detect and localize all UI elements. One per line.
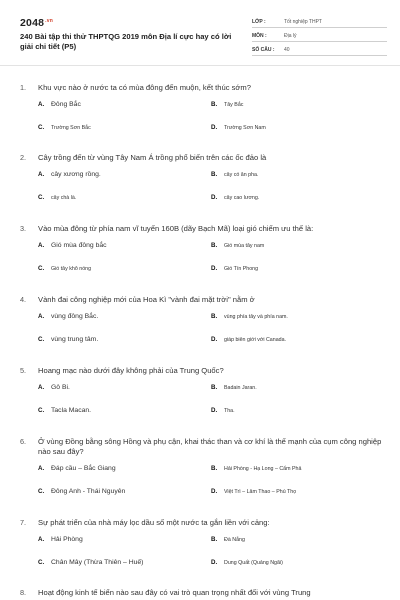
meta-subject-value: Địa lý — [284, 33, 297, 39]
option-label: C. — [38, 407, 45, 414]
option-text: Chân Mây (Thừa Thiên – Huế) — [51, 559, 144, 566]
option-label: A. — [38, 465, 45, 472]
option-label: D. — [211, 407, 218, 414]
option-label: C. — [38, 124, 45, 131]
site-logo[interactable] — [20, 17, 53, 29]
question-number: 6. — [20, 437, 27, 446]
question-text: Cây trồng đến từ vùng Tây Nam Á trồng phổ biến trên các ốc đảo là — [38, 153, 267, 162]
option-text: cây cao lương. — [224, 195, 260, 201]
option-text: vùng đông Bắc. — [51, 313, 99, 320]
meta-subject — [252, 30, 387, 42]
option-label: D. — [211, 194, 218, 201]
logo-suffix: .vn — [45, 17, 53, 24]
option-label: A. — [38, 171, 45, 178]
meta-grade-value: Tốt nghiệp THPT — [284, 19, 322, 25]
option-text: Tây Bắc — [224, 102, 244, 108]
option-text: Gô Bi. — [51, 384, 70, 391]
option-label: D. — [211, 488, 218, 495]
document-title: 240 Bài tập thi thử THPTQG 2019 môn Địa lí cực hay có lời giải chi tiết (P5) — [20, 32, 232, 51]
document-header — [0, 0, 400, 66]
question-number: 1. — [20, 83, 27, 92]
option-label: A. — [38, 101, 45, 108]
meta-count-value: 40 — [284, 47, 290, 53]
option-text: cây chà là. — [51, 195, 77, 201]
question-list — [0, 66, 400, 600]
option-label: C. — [38, 336, 45, 343]
question-text: Khu vực nào ở nước ta có mùa đông đến muộn, kết thúc sớm? — [38, 83, 251, 92]
option-label: C. — [38, 488, 45, 495]
option-label: C. — [38, 194, 45, 201]
question-number: 8. — [20, 588, 27, 597]
question-number: 4. — [20, 295, 27, 304]
option-text: vùng phía tây và phía nam. — [224, 314, 288, 320]
option-text: Hải Phòng - Hạ Long – Cẩm Phả — [224, 466, 302, 472]
option-text: Tha. — [224, 408, 235, 414]
option-label: A. — [38, 536, 45, 543]
question-text: Sự phát triển của nhà máy lọc dầu số một nước ta gắn liền với cảng: — [38, 518, 270, 527]
option-label: B. — [211, 384, 218, 391]
option-label: D. — [211, 265, 218, 272]
question-number: 5. — [20, 366, 27, 375]
logo-text: 2048 — [20, 17, 45, 29]
option-label: B. — [211, 242, 218, 249]
question-text: Vào mùa đông từ phía nam vĩ tuyến 160B (dãy Bạch Mã) loại gió chiếm ưu thế là: — [38, 224, 314, 233]
question-text: Hoang mạc nào dưới đây không phải của Trung Quốc? — [38, 366, 224, 375]
meta-grade-key: LỚP : — [252, 19, 266, 25]
option-label: D. — [211, 336, 218, 343]
option-text: Gió Tín Phong — [224, 266, 259, 272]
option-text: cây có ăn pha. — [224, 172, 259, 178]
question-number: 7. — [20, 518, 27, 527]
option-text: Đà Nẵng — [224, 537, 245, 543]
option-text: Gió mùa đông bắc — [51, 242, 107, 249]
option-label: B. — [211, 536, 218, 543]
option-label: B. — [211, 313, 218, 320]
option-text: Trường Sơn Nam — [224, 125, 266, 131]
option-label: A. — [38, 313, 45, 320]
meta-question-count — [252, 44, 387, 56]
option-label: B. — [211, 171, 218, 178]
option-label: C. — [38, 559, 45, 566]
option-text: giáp biên giới với Canada. — [224, 337, 287, 343]
option-text: vùng trung tâm. — [51, 336, 99, 343]
option-label: D. — [211, 124, 218, 131]
option-text: cây xương rồng. — [51, 171, 101, 178]
meta-subject-key: MÔN : — [252, 33, 267, 39]
option-label: A. — [38, 242, 45, 249]
meta-grade — [252, 16, 387, 28]
option-text: Tacla Macan. — [51, 407, 92, 414]
option-text: Việt Trì – Lâm Thao – Phú Thọ — [224, 489, 297, 495]
option-text: Gió tây khô nóng — [51, 266, 92, 272]
question-number: 2. — [20, 153, 27, 162]
option-text: Dung Quất (Quảng Ngãi) — [224, 560, 283, 566]
meta-count-key: SỐ CÂU : — [252, 47, 275, 53]
option-text: Đông Bắc — [51, 101, 81, 108]
question-text: Hoạt động kinh tế biển nào sau đây có vai trò quan trọng nhất đối với vùng Trung — [38, 588, 311, 597]
question-number: 3. — [20, 224, 27, 233]
option-text: Badain Jaran. — [224, 385, 257, 391]
option-label: D. — [211, 559, 218, 566]
option-label: B. — [211, 101, 218, 108]
option-label: B. — [211, 465, 218, 472]
option-text: Gió mùa tây nam — [224, 243, 265, 249]
option-text: Đông Anh - Thái Nguyên — [51, 488, 126, 495]
question-text: Ở vùng Đồng bằng sông Hồng và phụ cận, khai thác than và cơ khí là thế mạnh của cụm công nghiệp nào sau đây? — [38, 437, 382, 456]
option-label: C. — [38, 265, 45, 272]
option-text: Đáp cầu – Bắc Giang — [51, 465, 116, 472]
option-text: Hải Phòng — [51, 536, 83, 543]
question-text: Vành đai công nghiệp mới của Hoa Kì "vành đai mặt trời" nằm ở — [38, 295, 255, 304]
option-text: Trường Sơn Bắc — [51, 125, 91, 131]
option-label: A. — [38, 384, 45, 391]
